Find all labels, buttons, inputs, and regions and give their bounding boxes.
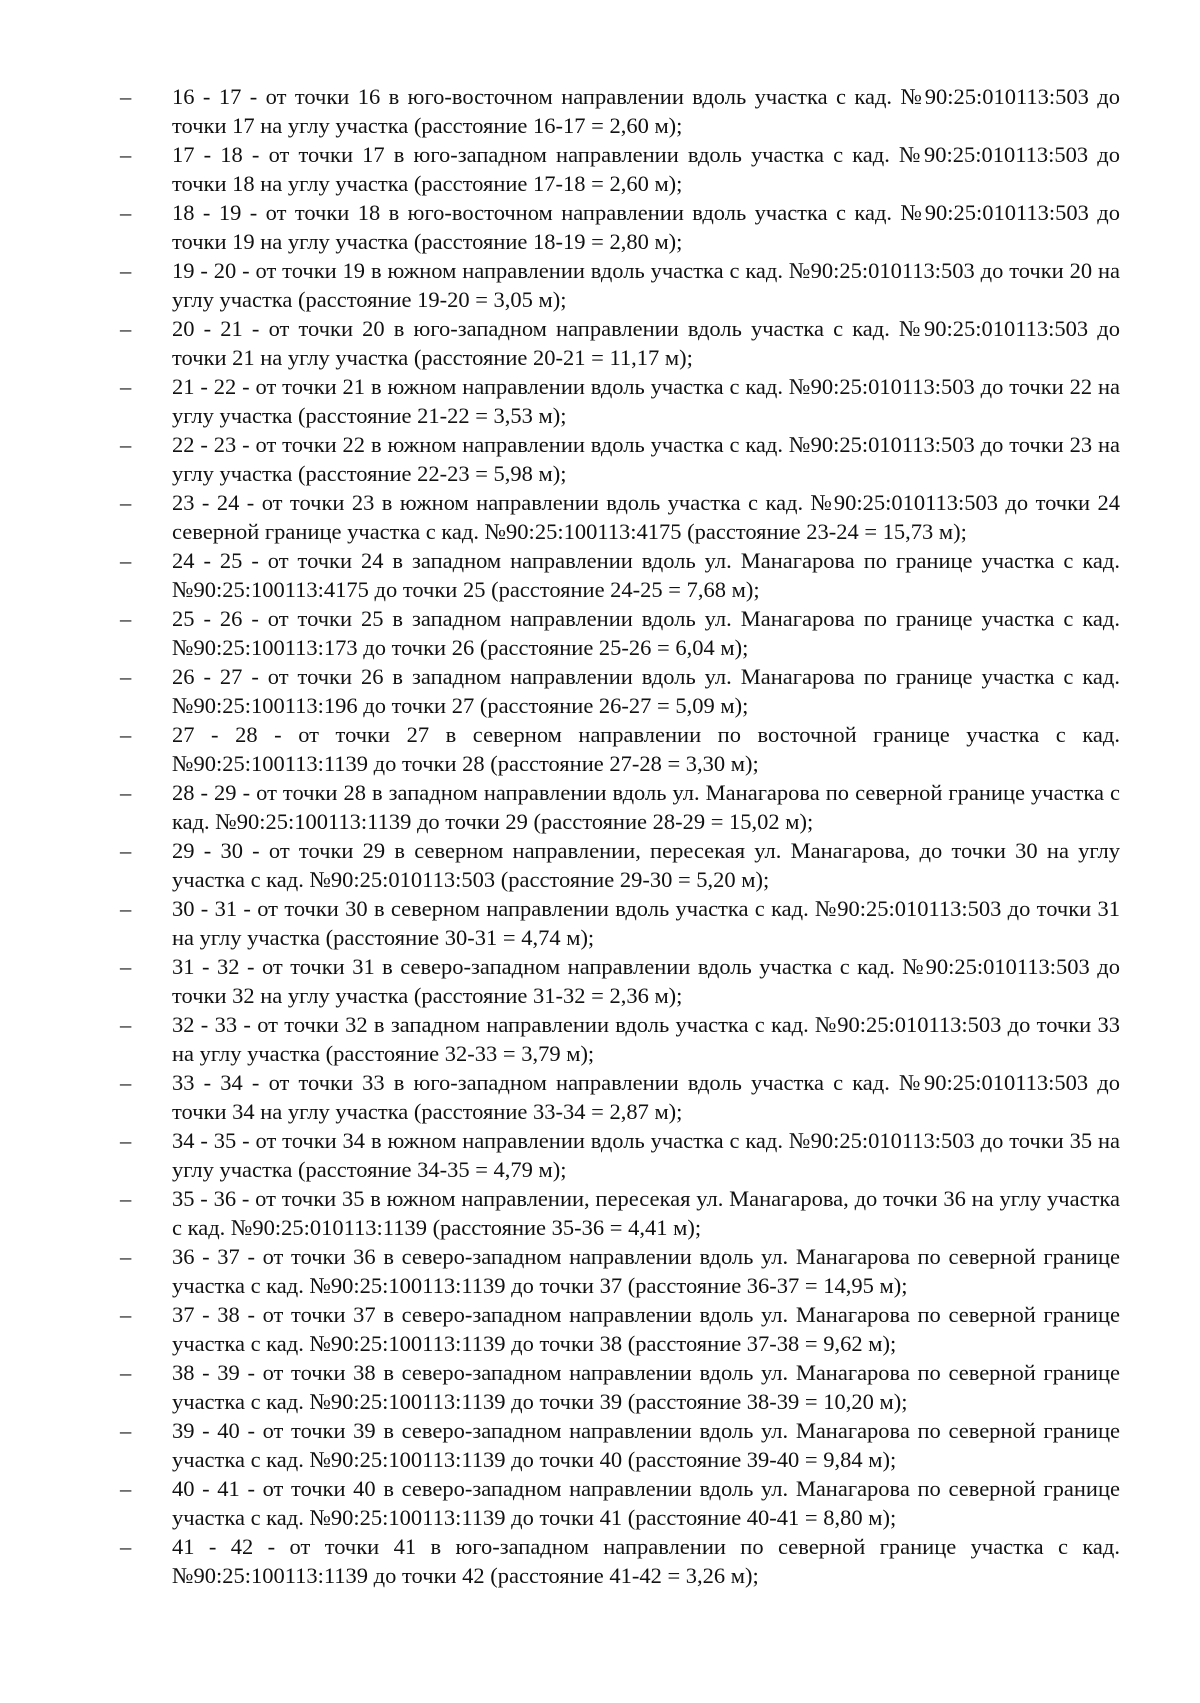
segment-text: 36 - 37 - от точки 36 в северо-западном направлении вдоль ул. Манагарова по северной границе участка с кад. №90:25:100113:1139 до точки 37 (расстояние 36-37 = 14,95 м);	[172, 1244, 1120, 1298]
bullet-dash: –	[120, 606, 132, 631]
segment-text: 41 - 42 - от точки 41 в юго-западном направлении по северной границе участка с кад. №90:25:100113:1139 до точки 42 (расстояние 41-42 = 3,26 м);	[172, 1534, 1120, 1588]
segment-text: 30 - 31 - от точки 30 в северном направлении вдоль участка с кад. №90:25:010113:503 до точки 31 на углу участка (расстояние 30-31 = 4,74 м);	[172, 896, 1120, 950]
list-item	[120, 1358, 1120, 1416]
bullet-dash: –	[120, 722, 132, 747]
list-item	[120, 952, 1120, 1010]
segment-text: 19 - 20 - от точки 19 в южном направлении вдоль участка с кад. №90:25:010113:503 до точки 20 на углу участка (расстояние 19-20 = 3,05 м);	[172, 258, 1120, 312]
list-item	[120, 662, 1120, 720]
segment-text: 34 - 35 - от точки 34 в южном направлении вдоль участка с кад. №90:25:010113:503 до точки 35 на углу участка (расстояние 34-35 = 4,79 м);	[172, 1128, 1120, 1182]
segment-text: 37 - 38 - от точки 37 в северо-западном направлении вдоль ул. Манагарова по северной границе участка с кад. №90:25:100113:1139 до точки 38 (расстояние 37-38 = 9,62 м);	[172, 1302, 1120, 1356]
list-item	[120, 256, 1120, 314]
list-item	[120, 1474, 1120, 1532]
bullet-dash: –	[120, 1186, 132, 1211]
segment-text: 29 - 30 - от точки 29 в северном направлении, пересекая ул. Манагарова, до точки 30 на углу участка с кад. №90:25:010113:503 (расстояние 29-30 = 5,20 м);	[172, 838, 1120, 892]
bullet-dash: –	[120, 780, 132, 805]
segment-text: 27 - 28 - от точки 27 в северном направлении по восточной границе участка с кад. №90:25:100113:1139 до точки 28 (расстояние 27-28 = 3,30 м);	[172, 722, 1120, 776]
bullet-dash: –	[120, 258, 132, 283]
list-item	[120, 1300, 1120, 1358]
list-item	[120, 836, 1120, 894]
bullet-dash: –	[120, 1244, 132, 1269]
list-item	[120, 198, 1120, 256]
bullet-dash: –	[120, 1128, 132, 1153]
segment-text: 28 - 29 - от точки 28 в западном направлении вдоль ул. Манагарова по северной границе участка с кад. №90:25:100113:1139 до точки 29 (расстояние 28-29 = 15,02 м);	[172, 780, 1120, 834]
segment-text: 32 - 33 - от точки 32 в западном направлении вдоль участка с кад. №90:25:010113:503 до точки 33 на углу участка (расстояние 32-33 = 3,79 м);	[172, 1012, 1120, 1066]
segment-text: 20 - 21 - от точки 20 в юго-западном направлении вдоль участка с кад. №90:25:010113:503 до точки 21 на углу участка (расстояние 20-21 = 11,17 м);	[172, 316, 1120, 370]
list-item	[120, 546, 1120, 604]
boundary-segments-list	[120, 82, 1120, 1590]
list-item	[120, 1532, 1120, 1590]
list-item	[120, 314, 1120, 372]
list-item	[120, 1416, 1120, 1474]
segment-text: 38 - 39 - от точки 38 в северо-западном направлении вдоль ул. Манагарова по северной границе участка с кад. №90:25:100113:1139 до точки 39 (расстояние 38-39 = 10,20 м);	[172, 1360, 1120, 1414]
bullet-dash: –	[120, 432, 132, 457]
segment-text: 25 - 26 - от точки 25 в западном направлении вдоль ул. Манагарова по границе участка с кад. №90:25:100113:173 до точки 26 (расстояние 25-26 = 6,04 м);	[172, 606, 1120, 660]
bullet-dash: –	[120, 1360, 132, 1385]
bullet-dash: –	[120, 954, 132, 979]
list-item	[120, 1068, 1120, 1126]
segment-text: 40 - 41 - от точки 40 в северо-западном направлении вдоль ул. Манагарова по северной границе участка с кад. №90:25:100113:1139 до точки 41 (расстояние 40-41 = 8,80 м);	[172, 1476, 1120, 1530]
bullet-dash: –	[120, 664, 132, 689]
segment-text: 26 - 27 - от точки 26 в западном направлении вдоль ул. Манагарова по границе участка с кад. №90:25:100113:196 до точки 27 (расстояние 26-27 = 5,09 м);	[172, 664, 1120, 718]
bullet-dash: –	[120, 84, 132, 109]
segment-text: 21 - 22 - от точки 21 в южном направлении вдоль участка с кад. №90:25:010113:503 до точки 22 на углу участка (расстояние 21-22 = 3,53 м);	[172, 374, 1120, 428]
bullet-dash: –	[120, 1070, 132, 1095]
bullet-dash: –	[120, 142, 132, 167]
list-item	[120, 82, 1120, 140]
list-item	[120, 894, 1120, 952]
bullet-dash: –	[120, 838, 132, 863]
list-item	[120, 1184, 1120, 1242]
list-item	[120, 1010, 1120, 1068]
bullet-dash: –	[120, 896, 132, 921]
list-item	[120, 140, 1120, 198]
segment-text: 17 - 18 - от точки 17 в юго-западном направлении вдоль участка с кад. №90:25:010113:503 до точки 18 на углу участка (расстояние 17-18 = 2,60 м);	[172, 142, 1120, 196]
list-item	[120, 778, 1120, 836]
bullet-dash: –	[120, 490, 132, 515]
bullet-dash: –	[120, 200, 132, 225]
bullet-dash: –	[120, 548, 132, 573]
segment-text: 16 - 17 - от точки 16 в юго-восточном направлении вдоль участка с кад. №90:25:010113:503 до точки 17 на углу участка (расстояние 16-17 = 2,60 м);	[172, 84, 1120, 138]
list-item	[120, 488, 1120, 546]
segment-text: 22 - 23 - от точки 22 в южном направлении вдоль участка с кад. №90:25:010113:503 до точки 23 на углу участка (расстояние 22-23 = 5,98 м);	[172, 432, 1120, 486]
bullet-dash: –	[120, 1418, 132, 1443]
list-item	[120, 720, 1120, 778]
bullet-dash: –	[120, 1534, 132, 1559]
bullet-dash: –	[120, 316, 132, 341]
segment-text: 33 - 34 - от точки 33 в юго-западном направлении вдоль участка с кад. №90:25:010113:503 до точки 34 на углу участка (расстояние 33-34 = 2,87 м);	[172, 1070, 1120, 1124]
bullet-dash: –	[120, 374, 132, 399]
list-item	[120, 604, 1120, 662]
list-item	[120, 430, 1120, 488]
segment-text: 39 - 40 - от точки 39 в северо-западном направлении вдоль ул. Манагарова по северной границе участка с кад. №90:25:100113:1139 до точки 40 (расстояние 39-40 = 9,84 м);	[172, 1418, 1120, 1472]
segment-text: 23 - 24 - от точки 23 в южном направлении вдоль участка с кад. №90:25:010113:503 до точки 24 северной границе участка с кад. №90:25:100113:4175 (расстояние 23-24 = 15,73 м);	[172, 490, 1120, 544]
bullet-dash: –	[120, 1476, 132, 1501]
list-item	[120, 1242, 1120, 1300]
bullet-dash: –	[120, 1012, 132, 1037]
list-item	[120, 372, 1120, 430]
segment-text: 35 - 36 - от точки 35 в южном направлении, пересекая ул. Манагарова, до точки 36 на углу участка с кад. №90:25:010113:1139 (расстояние 35-36 = 4,41 м);	[172, 1186, 1120, 1240]
list-item	[120, 1126, 1120, 1184]
segment-text: 31 - 32 - от точки 31 в северо-западном направлении вдоль участка с кад. №90:25:010113:503 до точки 32 на углу участка (расстояние 31-32 = 2,36 м);	[172, 954, 1120, 1008]
segment-text: 24 - 25 - от точки 24 в западном направлении вдоль ул. Манагарова по границе участка с кад. №90:25:100113:4175 до точки 25 (расстояние 24-25 = 7,68 м);	[172, 548, 1120, 602]
bullet-dash: –	[120, 1302, 132, 1327]
segment-text: 18 - 19 - от точки 18 в юго-восточном направлении вдоль участка с кад. №90:25:010113:503 до точки 19 на углу участка (расстояние 18-19 = 2,80 м);	[172, 200, 1120, 254]
